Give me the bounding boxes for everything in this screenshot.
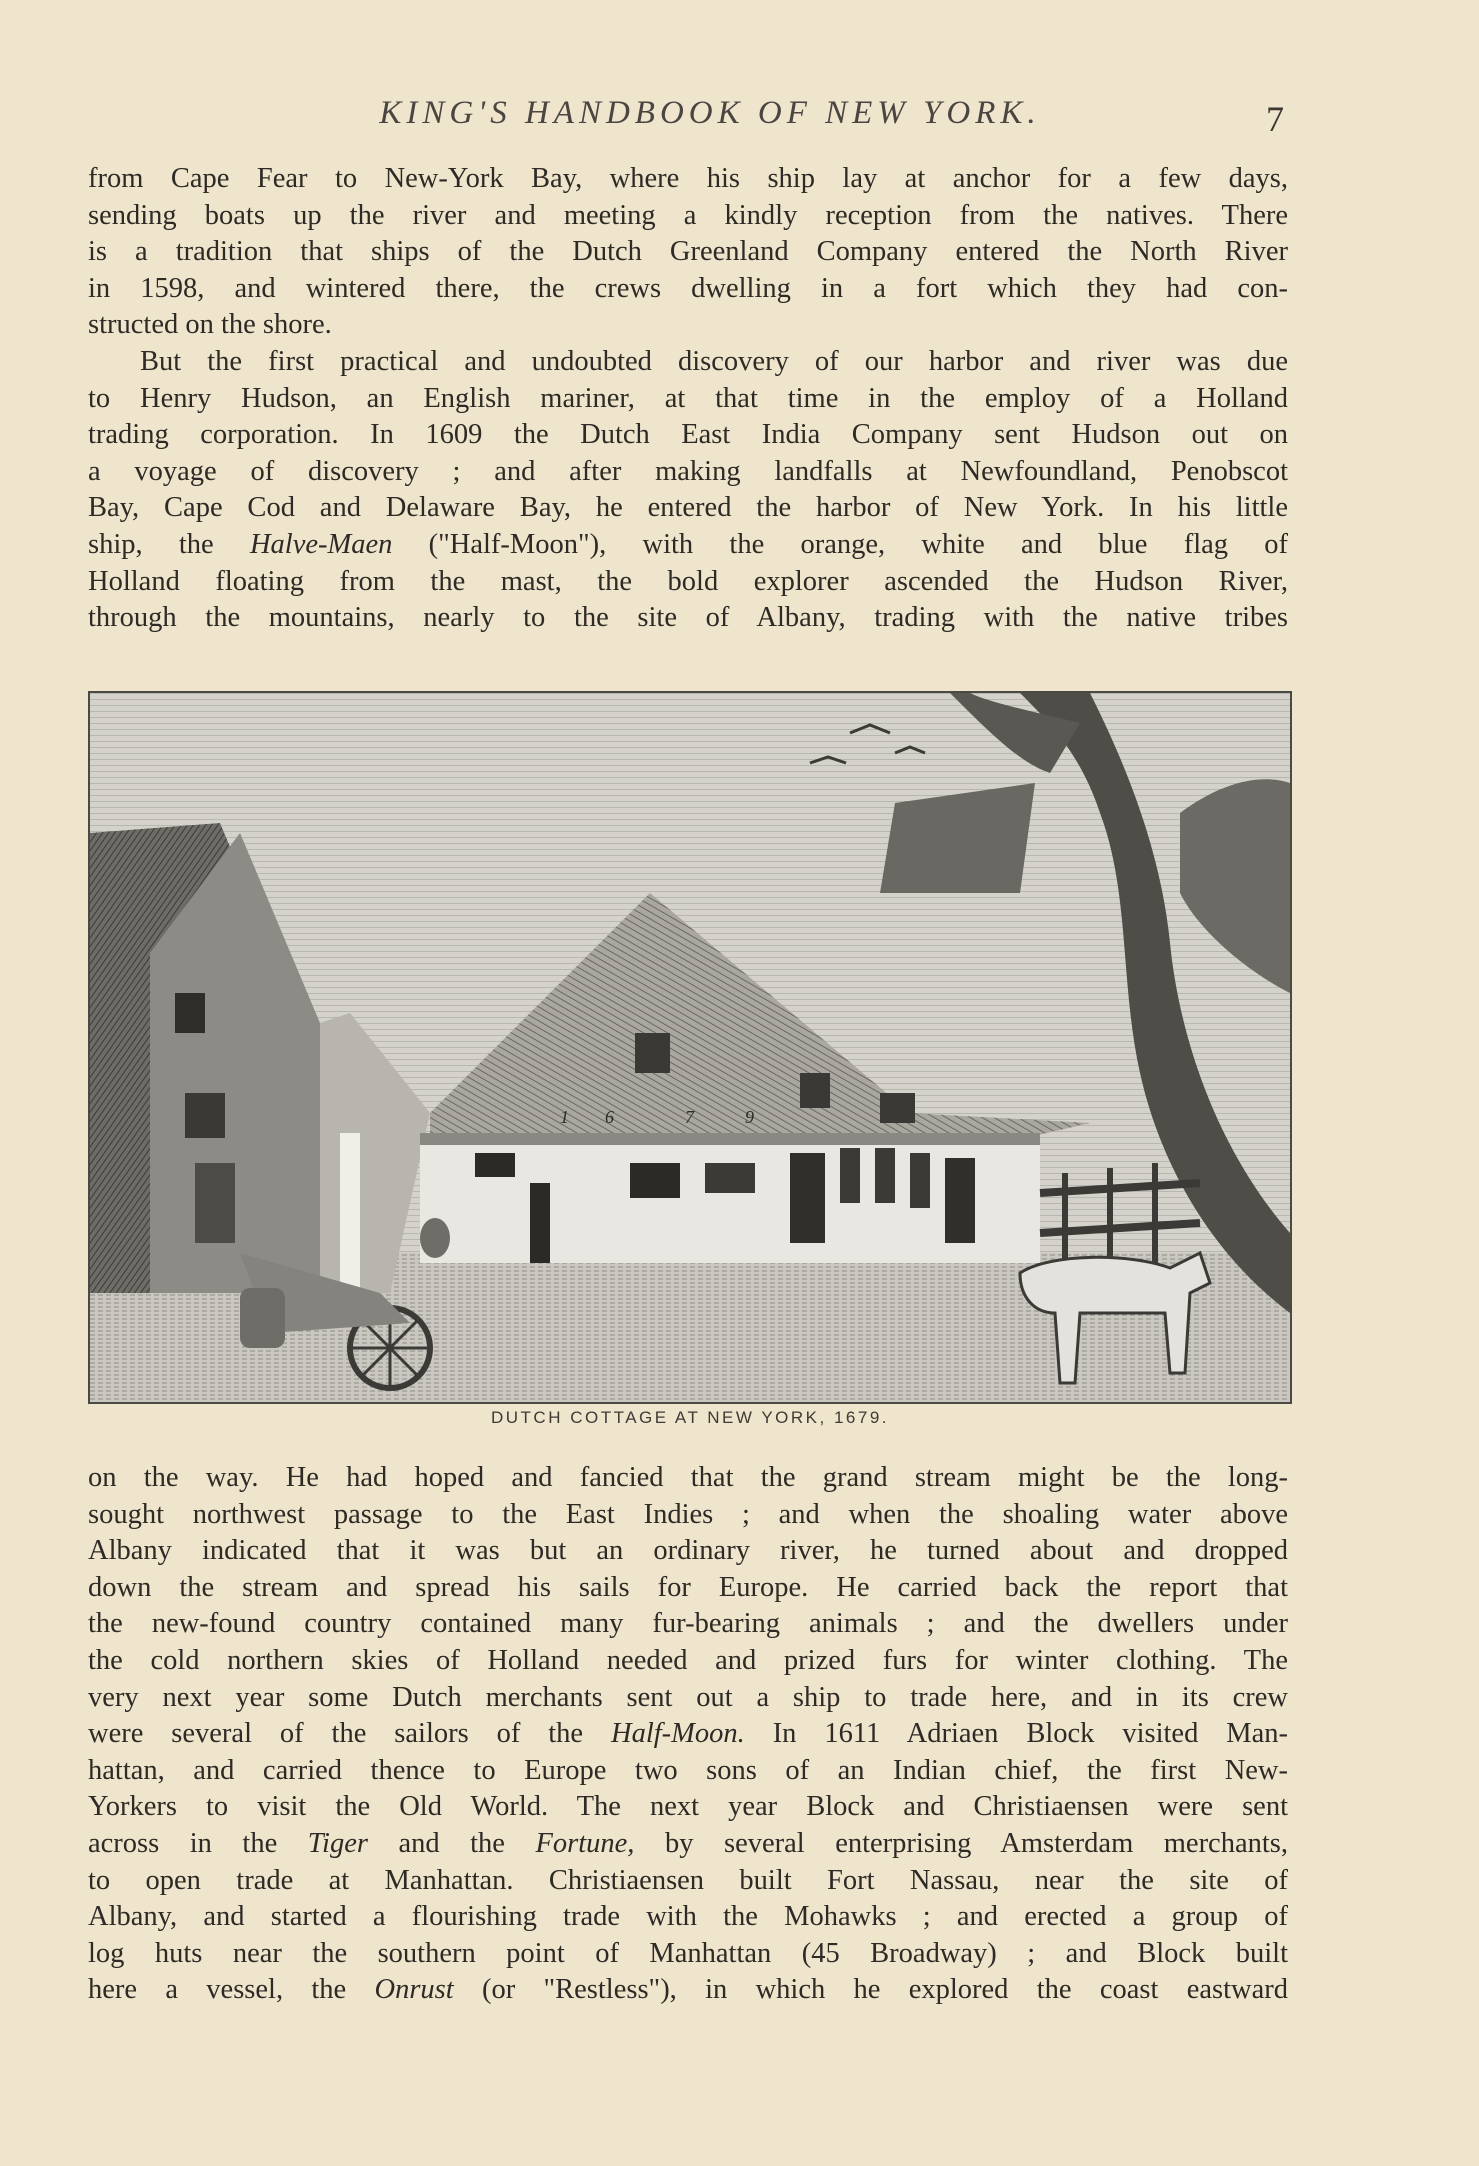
text-line: in 1598, and wintered there, the crews dwelling in a fort which they had con-	[88, 272, 1288, 304]
text-segment: In 1611 Adriaen Block visited Man-	[744, 1718, 1288, 1750]
text-line: the cold northern skies of Holland needed and prized furs for winter clothing. The	[88, 1644, 1288, 1676]
ship-name-halve-maen: Halve-Maen	[249, 528, 393, 560]
text-segment: and the	[367, 1827, 536, 1859]
text-line: from Cape Fear to New-York Bay, where his ship lay at anchor for a few days,	[88, 163, 1288, 194]
text-line: trading corporation. In 1609 the Dutch East India Company sent Hudson out on	[88, 419, 1288, 451]
text-line: very next year some Dutch merchants sent out a ship to trade here, and in its crew	[88, 1681, 1288, 1713]
ship-name-onrust: Onrust	[374, 1974, 454, 2006]
text-line: Bay, Cape Cod and Delaware Bay, he entered the harbor of New York. In his little	[88, 492, 1288, 524]
text-segment: ("Half-Moon"), with the orange, white and blue flag of	[392, 528, 1289, 560]
page-number: 7	[1266, 99, 1284, 139]
house-number: 7	[685, 1107, 694, 1127]
house-number: 6	[605, 1107, 614, 1127]
bottom-text-block	[88, 1460, 1288, 2009]
text-line-tiger-fortune	[88, 1826, 1288, 1863]
ship-name-half-moon: Half-Moon.	[611, 1718, 745, 1750]
text-segment: here a vessel, the	[88, 1974, 375, 2006]
text-line: log huts near the southern point of Manhattan (45 Broadway) ; and Block built	[88, 1937, 1288, 1969]
text-line-half-moon	[88, 1716, 1288, 1753]
text-segment: by several enterprising Amsterdam merchants,	[634, 1827, 1288, 1859]
house-number: 9	[745, 1107, 754, 1127]
engraving-illustration	[90, 693, 1290, 1402]
text-line: on the way. He had hoped and fancied that the grand stream might be the long-	[88, 1462, 1288, 1493]
text-line: sending boats up the river and meeting a kindly reception from the natives. There	[88, 199, 1288, 231]
text-line: Holland floating from the mast, the bold explorer ascended the Hudson River,	[88, 565, 1288, 597]
text-segment: ship, the	[88, 528, 250, 560]
text-segment: (or "Restless"), in which he explored the coast eastward	[453, 1974, 1288, 2006]
text-line: through the mountains, nearly to the site of Albany, trading with the native tribes	[88, 602, 1288, 634]
text-line: hattan, and carried thence to Europe two sons of an Indian chief, the first New-	[88, 1754, 1288, 1786]
house-number: 1	[560, 1107, 569, 1127]
text-segment: across in the	[88, 1827, 308, 1859]
text-line: the new-found country contained many fur-bearing animals ; and the dwellers under	[88, 1608, 1288, 1640]
text-line: a voyage of discovery ; and after making landfalls at Newfoundland, Penobscot	[88, 455, 1288, 487]
ship-name-fortune: Fortune,	[535, 1827, 635, 1859]
text-line: to open trade at Manhattan. Christiaensen built Fort Nassau, near the site of	[88, 1864, 1288, 1896]
paragraph-start-line: But the first practical and undoubted discovery of our harbor and river was due	[140, 345, 1288, 377]
text-line: Yorkers to visit the Old World. The next year Block and Christiaensen were sent	[88, 1791, 1288, 1823]
text-line: structed on the shore.	[88, 309, 332, 341]
top-text-block	[88, 161, 1288, 637]
text-line: Albany indicated that it was but an ordinary river, he turned about and dropped	[88, 1535, 1288, 1567]
text-line: is a tradition that ships of the Dutch Greenland Company entered the North River	[88, 236, 1288, 268]
text-segment: were several of the sailors of the	[88, 1718, 611, 1750]
ship-name-tiger: Tiger	[307, 1827, 368, 1859]
text-line-halve-maen	[88, 527, 1288, 564]
text-line-onrust	[88, 1972, 1288, 2009]
text-line: sought northwest passage to the East Indies ; and when the shoaling water above	[88, 1498, 1288, 1530]
text-line: Albany, and started a flourishing trade with the Mohawks ; and erected a group of	[88, 1901, 1288, 1933]
text-line: down the stream and spread his sails for Europe. He carried back the report that	[88, 1571, 1288, 1603]
figure-caption: DUTCH COTTAGE AT NEW YORK, 1679.	[490, 1408, 890, 1427]
running-head: KING'S HANDBOOK OF NEW YORK.	[379, 95, 1041, 131]
text-line: to Henry Hudson, an English mariner, at that time in the employ of a Holland	[88, 382, 1288, 414]
engraving-dutch-cottage	[88, 691, 1292, 1404]
